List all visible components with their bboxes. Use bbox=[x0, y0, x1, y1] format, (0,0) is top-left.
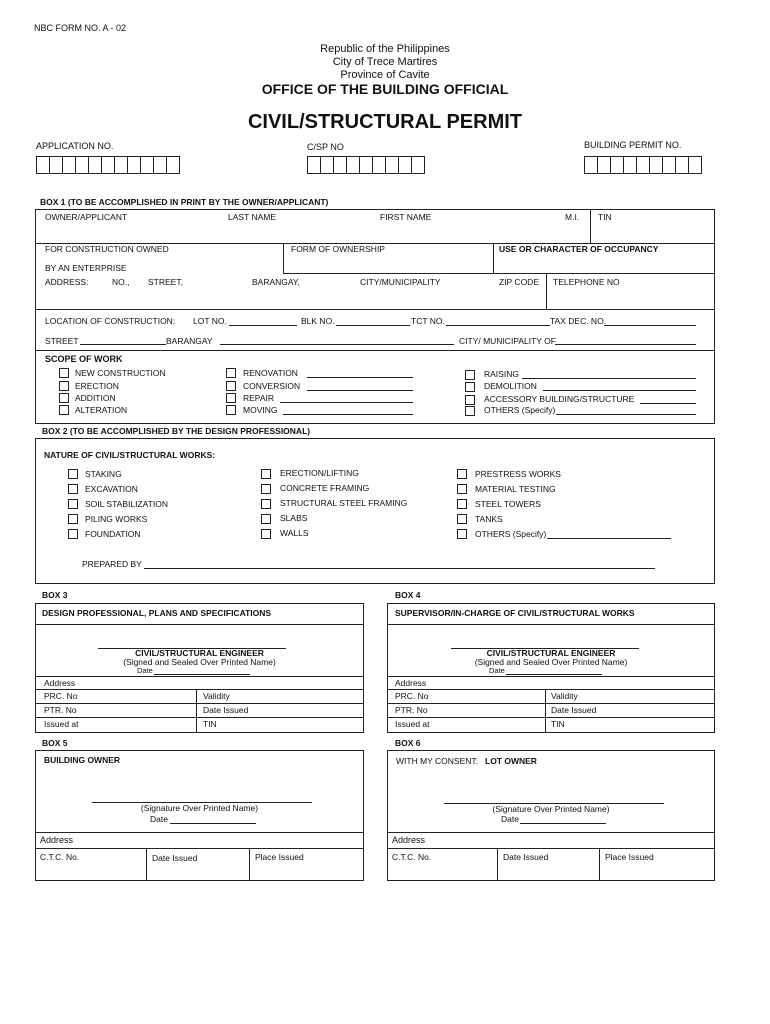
building-permit-no-label: BUILDING PERMIT NO. bbox=[584, 140, 682, 150]
box5-signature-label: (Signature Over Printed Name) bbox=[140, 803, 259, 813]
soil-stabilization-checkbox[interactable] bbox=[68, 499, 78, 509]
tanks-label: TANKS bbox=[475, 514, 503, 524]
use-or-character-label: USE OR CHARACTER OF OCCUPANCY bbox=[499, 244, 659, 254]
telephone-label: TELEPHONE NO bbox=[553, 277, 620, 287]
prepared-by-label: PREPARED BY bbox=[82, 559, 142, 569]
lot-no-label: LOT NO. bbox=[193, 316, 227, 326]
steel-towers-checkbox[interactable] bbox=[457, 499, 467, 509]
tct-no-field[interactable] bbox=[446, 325, 550, 326]
box6-label: BOX 6 bbox=[395, 738, 421, 748]
street-label: STREET bbox=[45, 336, 79, 346]
last-name-label: LAST NAME bbox=[228, 212, 277, 222]
for-construction-label: FOR CONSTRUCTION OWNED bbox=[45, 244, 169, 254]
box4-issued-at-label: Issued at bbox=[395, 719, 430, 729]
city-municipality-label: CITY/ MUNICIPALITY OF bbox=[459, 336, 556, 346]
nature-title: NATURE OF CIVIL/STRUCTURAL WORKS: bbox=[44, 450, 216, 460]
conversion-checkbox[interactable] bbox=[226, 381, 236, 391]
alteration-label: ALTERATION bbox=[75, 405, 128, 415]
owner-applicant-label: OWNER/APPLICANT bbox=[45, 212, 128, 222]
renovation-checkbox[interactable] bbox=[226, 368, 236, 378]
box3-label: BOX 3 bbox=[42, 590, 68, 600]
moving-label: MOVING bbox=[243, 405, 278, 415]
header-city: City of Trece Martires bbox=[332, 56, 438, 68]
box5-ctc-label: C.T.C. No. bbox=[40, 852, 80, 862]
prestress-checkbox[interactable] bbox=[457, 469, 467, 479]
steel-framing-checkbox[interactable] bbox=[261, 499, 271, 509]
box5-title: BUILDING OWNER bbox=[44, 755, 121, 765]
box5-date-field[interactable] bbox=[170, 823, 256, 824]
box6-ctc-label: C.T.C. No. bbox=[392, 852, 432, 862]
location-label: LOCATION OF CONSTRUCTION: bbox=[45, 316, 176, 326]
csp-no-cells[interactable] bbox=[307, 156, 424, 174]
box6-date-label: Date bbox=[501, 814, 519, 824]
demolition-label: DEMOLITION bbox=[484, 381, 537, 391]
by-enterprise-label: BY AN ENTERPRISE bbox=[45, 263, 127, 273]
box4-date-issued-label: Date Issued bbox=[551, 705, 597, 715]
lot-no-field[interactable] bbox=[229, 325, 297, 326]
box3-frame bbox=[35, 603, 364, 733]
box3-date-issued-label: Date Issued bbox=[203, 705, 249, 715]
box3-title: DESIGN PROFESSIONAL, PLANS AND SPECIFICATIONS bbox=[42, 608, 272, 618]
erection-checkbox[interactable] bbox=[59, 381, 69, 391]
box5-label: BOX 5 bbox=[42, 738, 68, 748]
box6-frame bbox=[387, 750, 715, 881]
address-label: ADDRESS: bbox=[45, 277, 89, 287]
prestress-label: PRESTRESS WORKS bbox=[475, 469, 561, 479]
foundation-checkbox[interactable] bbox=[68, 529, 78, 539]
box3-issued-at-label: Issued at bbox=[44, 719, 79, 729]
others-works-checkbox[interactable] bbox=[457, 529, 467, 539]
box5-frame bbox=[35, 750, 364, 881]
city-municipality-field[interactable] bbox=[555, 344, 696, 345]
foundation-label: FOUNDATION bbox=[85, 529, 141, 539]
accessory-label: ACCESSORY BUILDING/STRUCTURE bbox=[484, 394, 635, 404]
raising-label: RAISING bbox=[484, 369, 519, 379]
box1-title: BOX 1 (TO BE ACCOMPLISHED IN PRINT BY THE OWNER/APPLICANT) bbox=[40, 197, 329, 207]
tin-label: TIN bbox=[598, 212, 612, 222]
address-barangay-label: BARANGAY, bbox=[252, 277, 300, 287]
others-scope-checkbox[interactable] bbox=[465, 406, 475, 416]
steel-towers-label: STEEL TOWERS bbox=[475, 499, 541, 509]
prepared-by-field[interactable] bbox=[144, 568, 655, 569]
box3-address-label: Address bbox=[44, 678, 76, 688]
building-permit-no-cells[interactable] bbox=[584, 156, 701, 174]
box3-ptr-label: PTR. No bbox=[44, 705, 77, 715]
piling-works-checkbox[interactable] bbox=[68, 514, 78, 524]
raising-checkbox[interactable] bbox=[465, 370, 475, 380]
mi-label: M.I. bbox=[565, 212, 580, 222]
erection-lifting-checkbox[interactable] bbox=[261, 469, 271, 479]
box6-place-issued-label: Place Issued bbox=[605, 852, 654, 862]
barangay-label: BARANGAY bbox=[166, 336, 213, 346]
address-street-label: STREET, bbox=[148, 277, 183, 287]
box3-engineer: CIVIL/STRUCTURAL ENGINEER bbox=[135, 648, 264, 658]
application-no-cells[interactable] bbox=[36, 156, 179, 174]
box4-label: BOX 4 bbox=[395, 590, 421, 600]
alteration-checkbox[interactable] bbox=[59, 405, 69, 415]
address-city-label: CITY/MUNICIPALITY bbox=[360, 277, 441, 287]
concrete-framing-checkbox[interactable] bbox=[261, 484, 271, 494]
box3-prc-label: PRC. No bbox=[44, 691, 78, 701]
staking-label: STAKING bbox=[85, 469, 122, 479]
box2-title: BOX 2 (TO BE ACCOMPLISHED BY THE DESIGN PROFESSIONAL) bbox=[42, 426, 311, 436]
slabs-checkbox[interactable] bbox=[261, 514, 271, 524]
renovation-label: RENOVATION bbox=[243, 368, 298, 378]
box6-signature-label: (Signature Over Printed Name) bbox=[492, 804, 610, 814]
box4-title: SUPERVISOR/IN-CHARGE OF CIVIL/STRUCTURAL WORKS bbox=[395, 608, 635, 618]
others-scope-label: OTHERS (Specify) bbox=[484, 405, 556, 415]
application-no-label: APPLICATION NO. bbox=[36, 141, 114, 151]
repair-label: REPAIR bbox=[243, 393, 275, 403]
form-number: NBC FORM NO. A - 02 bbox=[34, 23, 127, 33]
box4-date-label: Date bbox=[489, 666, 505, 675]
blk-no-field[interactable] bbox=[336, 325, 410, 326]
slabs-label: SLABS bbox=[280, 513, 308, 523]
box3-validity-label: Validity bbox=[203, 691, 230, 701]
box4-engineer: CIVIL/STRUCTURAL ENGINEER bbox=[486, 648, 616, 658]
box5-place-issued-label: Place Issued bbox=[255, 852, 304, 862]
material-testing-label: MATERIAL TESTING bbox=[475, 484, 556, 494]
box4-date-field[interactable] bbox=[506, 674, 602, 675]
tax-dec-field[interactable] bbox=[604, 325, 696, 326]
box6-date-issued-label: Date Issued bbox=[503, 852, 549, 862]
box4-validity-label: Validity bbox=[551, 691, 578, 701]
box3-date-field[interactable] bbox=[154, 674, 250, 675]
tct-no-label: TCT NO. bbox=[411, 316, 445, 326]
box4-address-label: Address bbox=[395, 678, 427, 688]
excavation-label: EXCAVATION bbox=[85, 484, 138, 494]
repair-checkbox[interactable] bbox=[226, 393, 236, 403]
tax-dec-label: TAX DEC. NO. bbox=[550, 316, 607, 326]
blk-no-label: BLK NO. bbox=[301, 316, 335, 326]
street-field[interactable] bbox=[80, 344, 166, 345]
walls-label: WALLS bbox=[280, 528, 309, 538]
box4-prc-label: PRC. No bbox=[395, 691, 429, 701]
addition-checkbox[interactable] bbox=[59, 393, 69, 403]
header-republic: Republic of the Philippines bbox=[320, 43, 450, 55]
concrete-framing-label: CONCRETE FRAMING bbox=[280, 483, 370, 493]
others-works-label: OTHERS (Specify) bbox=[475, 529, 547, 539]
box5-date-issued-label: Date Issued bbox=[152, 853, 198, 863]
box6-consent-label: WITH MY CONSENT: bbox=[396, 756, 479, 766]
conversion-label: CONVERSION bbox=[243, 381, 301, 391]
box5-date-label: Date bbox=[150, 814, 168, 824]
demolition-checkbox[interactable] bbox=[465, 382, 475, 392]
permit-title: CIVIL/STRUCTURAL PERMIT bbox=[247, 111, 523, 133]
erection-lifting-label: ERECTION/LIFTING bbox=[280, 468, 359, 478]
piling-works-label: PILING WORKS bbox=[85, 514, 148, 524]
staking-checkbox[interactable] bbox=[68, 469, 78, 479]
box4-signed: (Signed and Sealed Over Printed Name) bbox=[474, 657, 628, 667]
box3-date-label: Date bbox=[137, 666, 153, 675]
soil-stabilization-label: SOIL STABILIZATION bbox=[85, 499, 168, 509]
form-of-ownership-label: FORM OF OWNERSHIP bbox=[291, 244, 385, 254]
excavation-checkbox[interactable] bbox=[68, 484, 78, 494]
zip-code-label: ZIP CODE bbox=[499, 277, 539, 287]
addition-label: ADDITION bbox=[75, 393, 116, 403]
header-province: Province of Cavite bbox=[340, 69, 430, 81]
box4-tin-label: TIN bbox=[551, 719, 565, 729]
new-construction-label: NEW CONSTRUCTION bbox=[75, 368, 166, 378]
first-name-label: FIRST NAME bbox=[380, 212, 432, 222]
material-testing-checkbox[interactable] bbox=[457, 484, 467, 494]
box4-ptr-label: PTR. No bbox=[395, 705, 428, 715]
erection-label: ERECTION bbox=[75, 381, 119, 391]
address-no-label: NO., bbox=[112, 277, 130, 287]
box6-lot-owner-label: LOT OWNER bbox=[485, 756, 537, 766]
tanks-checkbox[interactable] bbox=[457, 514, 467, 524]
box3-tin-label: TIN bbox=[203, 719, 217, 729]
accessory-checkbox[interactable] bbox=[465, 395, 475, 405]
moving-checkbox[interactable] bbox=[226, 405, 236, 415]
box6-address-label: Address bbox=[392, 835, 426, 845]
new-construction-checkbox[interactable] bbox=[59, 368, 69, 378]
box3-signed: (Signed and Sealed Over Printed Name) bbox=[123, 657, 276, 667]
barangay-field[interactable] bbox=[220, 344, 454, 345]
steel-framing-label: STRUCTURAL STEEL FRAMING bbox=[280, 498, 408, 508]
box5-address-label: Address bbox=[40, 835, 74, 845]
csp-no-label: C/SP NO bbox=[307, 142, 344, 152]
walls-checkbox[interactable] bbox=[261, 529, 271, 539]
scope-of-work-title: SCOPE OF WORK bbox=[45, 354, 123, 364]
box6-date-field[interactable] bbox=[520, 823, 606, 824]
office-title: OFFICE OF THE BUILDING OFFICIAL bbox=[261, 81, 509, 97]
